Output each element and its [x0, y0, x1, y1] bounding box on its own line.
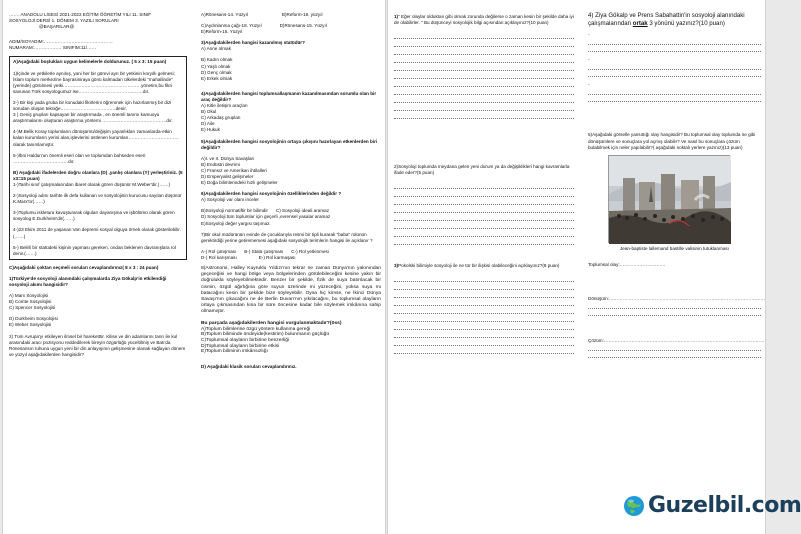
c4-option-d: D) Aile: [201, 121, 215, 127]
c4-option-a: A) Kitle iletişim araçları: [201, 103, 248, 109]
question-d3-number: 3): [394, 263, 399, 269]
c8-option-c: C)Toplumsal olayların birbirine benzerliği: [201, 337, 290, 343]
d4-bullet-1: -: [588, 32, 590, 38]
question-d1-text: " Eğer olaylar olduktan gibi olmak zorunda değilerse o zaman kesin bir şekilde daha iyi de olabilirler. " Bu düşünceyi sosyolojik bilgi açısından açıklayınız?(10 puan): [394, 14, 574, 26]
c6-option-d: D) Sosyoloji tüm toplumlar için geçerli ,evrensel yasalar aramaz: [201, 214, 331, 220]
c5-option-b: B) Endüstri devrimi: [201, 161, 240, 167]
c1-option-b: B) Comte Sosyolojisi: [9, 299, 52, 305]
answer-social-event[interactable]: Toplumsal olay:…………………………: [588, 261, 666, 267]
question-c8: Bu parçada aşağıdakilerden hangisi vurgulanmaktadır?(öss): [201, 320, 342, 326]
question-c7-text: 7)Bir okul müdürünün evinde de çocuklarıyla resmi bir tipli kurarak "baba" rolünün gerektirdiği yerine getirememesi aşağıdaki sosyolojik terimlerin hangisi ile açıklanır ?: [201, 231, 373, 243]
c8-option-b: B)Toplum biliminde öndeyide(kestirim) bulunmanın güçlüğü: [201, 332, 330, 338]
painting-caption: Jean-baptiste lallemand bastille valisinin tutuklanması: [619, 245, 730, 251]
question-d3-text: Pokolski bilimiyle sosyoloji ile ne tür bir ilişkisi olabileceğini açıklayınız?(8 puan): [398, 263, 560, 269]
question-c5: 5)Aşağıdakilerden hangisi sosyolojinin ortaya çıkışını hazırlayan etkenlerden biri değildir?: [201, 138, 378, 150]
question-c8-text: 8)Astronomi, Halley Kuyruklu Yıldızı'nın tekrar ne zaman Dünya'nın yakınından geçeceğini ve hangi bölge veya bölgelerinden görülebileceğini kesine yakın bir doğrulukla söyleyebilmektedir. Benzer bir şekilde, fizik de suya batırılacak bir cismin, özgül ağırlığına göre suyun üzerinde mi yüzeceğini, yoksa suya mı batacağını kesin bir şekilde bize söyleyebilir. Oysa hiç kimse, ne İkinci Dünya Savaşı'nın çıkacağını ne de Berlin Duvarı'nın yıkılacağını, bu toplumsal olayların ortaya çıkmasından kısa bir süre öncesine kadar bile söylemek imkânına sahip olmamıştır.: [201, 266, 381, 315]
c2-option-d: D)Rönesans-15. Yüzyıl: [279, 23, 327, 29]
question-d1: [394, 14, 574, 26]
c6-option-c: C) Sosyoloji ideali aramaz: [275, 208, 329, 214]
transformation-line-1[interactable]: [588, 302, 761, 309]
question-d4: 4) Ziya Gökalp ve Prens Sabahattin'in sosyoloji alanındaki çalışmalarından ortak 3 yönünü yazınız?(10 puan): [588, 12, 745, 27]
column-4: [582, 0, 767, 534]
c7-option-a: A-) Rol çatışması: [201, 248, 237, 254]
c2-option-c: C)Aydınlanma çağı-18. Yüzyıl: [201, 23, 262, 29]
question-d5: 5)Aşağıdaki görselle yansıttığı olay hangisidir? Bu toplumsal olay toplumda ne gibi dönüşümlere ve sonuçlara yol açmış olabilir? Ve nasıl bu sonuçlara çözüm bulabilmek için neler yapılabilir?( aşağıdaki noktalı yerlere yazınız)(13 puan): [588, 132, 756, 150]
column-2: [195, 0, 387, 534]
fill-item-2: 2-) Bir kişi yada gruba bir konudaki fikirlerini öğrenmek için hazırlanmış bir dizi sorudan oluşan tekniğe………………………………denir.: [13, 99, 172, 112]
tf-item-3: 3-)Toplumu iskletura kavuşturarak olguları dayanışma ve işbölümü olarak gören sosyolog E.Durkheim'dir(……): [13, 210, 175, 222]
number-class-field[interactable]: NUMARAM:……………… SINIFIM:11/……: [9, 45, 97, 51]
c1-option-a: A) Marx Sosyolojisi: [9, 293, 49, 299]
c1-option-c: C) Spencer Sosyolojisi: [9, 305, 56, 311]
answer-transformation[interactable]: Dönüşüm:…………………………………………………………………………………………: [588, 295, 766, 301]
c5-option-a: A)I. ve II. Dünya Savaşları: [201, 155, 255, 161]
d4-answer-line-5[interactable]: [588, 88, 761, 95]
question-c6: 6)Aşağıdakilerden hangisi sosyolojinin özelliklerinden değildir ?: [201, 191, 342, 197]
section-b-title: B) Aşağıdaki ifadelerden doğru olanlara (D) ,yanlış olanlara (Y) yerleştiriniz. (5 x3=15 puan): [13, 169, 183, 181]
name-field[interactable]: ADIM/SOYADIM:………………………………………: [9, 39, 113, 45]
column-1: [3, 0, 193, 534]
c4-option-b: B) Okul: [201, 109, 217, 115]
answer-lines-d2[interactable]: [394, 181, 574, 245]
c5-option-c: C) Fransız ve Amerikan ihtilalleri: [201, 167, 267, 173]
question-d1-number: 1): [394, 14, 399, 19]
c4-option-c: C) Arkadaş grupları: [201, 115, 241, 121]
c6-option-b: B)Sosyoloji normatiftir bir bilimdir: [201, 208, 268, 214]
c3-option-d: D) Genç olmak: [201, 69, 232, 75]
section-a-title: A)Aşağıdaki boşlukları uygun kelimelerle doldurunuz. ( 5 x 3: 15 puan): [13, 59, 167, 65]
c2-option-a: A)Rönesans-14. Yüzyıl: [201, 12, 248, 17]
d4-bullet-3: -: [588, 82, 590, 88]
watermark: [623, 493, 801, 518]
bastille-painting: [608, 155, 730, 243]
c3-option-a: A) Anne olmak: [201, 46, 231, 52]
c1-option-e: E) Weber Sosyolojisi: [9, 322, 52, 328]
tf-item-2: 2-)Sosyoloji adını tarihte ilk defa kullanan ve sosyolojinin kurucusu sayılan düşünür K.Marx'tır(……): [13, 193, 182, 205]
c7-option-c: C-) Rol yetkinmesi: [291, 248, 329, 254]
question-d3: [394, 263, 574, 269]
exam-header-line1: ……. ANADOLU LİSESİ 2021-2022 EĞİTİM ÖĞRETİM YILI 11. SINIF: [9, 12, 152, 17]
watermark-text: Guzelbil.com: [648, 493, 801, 518]
c1-option-d: D) Durkheim Sosyolojisi: [9, 316, 58, 322]
section-a-box: [9, 56, 187, 259]
c7-option-b: B-) Statü çatışması: [244, 248, 284, 254]
exam-page-right: [387, 0, 801, 534]
transformation-line-2[interactable]: [588, 309, 761, 316]
good-luck-text: @BAŞARILAR@: [39, 24, 75, 30]
solution-line-1[interactable]: [588, 344, 761, 351]
c8-option-a: A)Toplum bilimlerine özgü yöntem kullanma gereği: [201, 326, 311, 332]
d4-answer-line-2[interactable]: [588, 45, 761, 52]
column-3: [388, 0, 580, 534]
question-c3: 3)Aşağıdakilerden hangisi kazanılmış statüdür?: [201, 40, 305, 46]
question-c1: 1)Türkiye'de sosyoloji alanındaki çalışmalarda Ziya Gökalp'in etkilendiği sosyoloji akımı hangisidir?: [9, 275, 167, 287]
d4-answer-line-1[interactable]: [588, 38, 761, 45]
tf-item-4: 4-)23 Ekim 2011 de yaşanan Van depremi sosyal olguya örnek olarak gösterilebilir.(……): [13, 227, 181, 239]
solution-line-2[interactable]: [588, 351, 761, 358]
fill-item-4: 4-)M.Belik Koray toplumların dönüşümü/değişim yayanlıkları zamanlarda-etkin kalan kurumların yerini alan,işlevlerini üstlenen kurumları……………………………olarak tanımlamıştır.: [13, 129, 179, 147]
question-c2: 2) Tüm Avrupa'yı etkileyen ilmsel bir hareketttir. Kilise ve din adamlarını tanrı ile kul arasındaki aracı pozisyonu reddedilerek bireyin özgürlüğü yüceltilmiş ve Batı'da Rönesansın ruhuna uygun yeni bir din anlayışının gelişmesine olanak sağlayan dönem ve yüzyıl aşağıdakilerden hangisidir?: [9, 333, 186, 357]
c2-option-e: E)Reform-15. Yüzyıl: [201, 29, 243, 35]
c6-option-e: E)Sosyoloji değer yargısı taşımaz.: [201, 220, 271, 226]
tf-item-5: 5-) Belirli bir statüdeki kişinin yapması gereken, ondan beklenen davranışlara rol denir.(……): [13, 244, 176, 256]
c5-option-e: E) Doğa bilimlerindeki hızlı gelişmeler: [201, 180, 278, 186]
c3-option-e: E) Erkek olmak: [201, 75, 233, 81]
question-c4: 4)Aşağıdakilerden hangisi toplumsallaşmanın kazanılmasından sorumlu olan bir araç değildir?: [201, 90, 377, 102]
answer-solution[interactable]: Çözüm:……………………………………………………………………………………………: [588, 338, 765, 344]
question-d2: 2)Sosyoloji toplumda meydana gelen yeni durum ya da değişiklikleri hangi kavramlarla ifade eder?(5 puan): [394, 164, 570, 176]
answer-lines-d1[interactable]: [394, 31, 574, 119]
c2-option-b: B)Reform-16. yüzyıl: [281, 12, 323, 17]
c3-option-c: C) Yaşlı olmak: [201, 63, 231, 69]
c5-option-d: D) Emperyalist gelişmeler: [201, 173, 254, 179]
c4-option-e: E) Hukuk: [201, 127, 220, 133]
d4-answer-line-3[interactable]: [588, 63, 761, 70]
c3-option-b: B) Kadın olmak: [201, 57, 233, 63]
fill-item-3: 3 ) Geniş grupları kapsayan bir araştırmada , en önemli tanımı kamuoyu araştırmalarını oluşturan araştırma yöntemi ……………………………………dır.: [13, 112, 173, 124]
d4-answer-line-4[interactable]: [588, 70, 761, 77]
section-d-title: D) Aşağıdaki klasik soruları cevaplandırınız.: [201, 363, 297, 369]
d4-bullet-2: -: [588, 57, 590, 63]
c8-option-d: D)Toplumsal olayların birbirine etkisi: [201, 343, 280, 349]
fill-item-1: 1)İçinde ve yetkilerle aynılıış, yani her bir görevi ayrı bir yetkinin koryıllı gelmesi; İslam toplum merkezine bayrasiniraya gönü kalmadan ülkelerdeki "mahallinde"(yerinde) görülmesi yetki……………………………………………yönetim,bu fikri savunan Türk sosyologumuz ise……………………………………dır.: [13, 70, 175, 94]
exam-header-line2: SOSYOLOJİ DERSİ 1. DÖNEM 3. YAZILI SORULARI: [9, 18, 119, 24]
globe-icon: [623, 495, 645, 517]
bastille-painting-svg: [609, 156, 731, 244]
question-c7: [201, 232, 381, 244]
answer-lines-d3[interactable]: [394, 274, 574, 354]
section-c-title: C)Aşağıdaki çoktan seçmeli soruları cevaplandırınız( 8 x 3 : 24 puan): [9, 264, 159, 270]
tf-item-1: 1-)Tarihi sınıf çatışmalarından ibaret olarak gören düşünür M.Weber'dir.(……): [13, 181, 171, 187]
d4-answer-line-6[interactable]: [588, 95, 761, 102]
c7-option-e: E-) Rol karmaşası: [258, 254, 296, 260]
fill-item-5: 5-)İbni Haldun'un önemli eseri olan ve toplumdan bahseden eseri ………………………………dır.: [13, 152, 146, 164]
exam-page-left: [2, 0, 386, 534]
c7-option-d: D-) Rol karışması: [201, 254, 237, 260]
c6-option-a: A) Sosyoloji var olanı inceler: [201, 197, 259, 203]
c8-option-e: E)Toplum biliminin imkânsızlığı: [201, 349, 268, 355]
emphasis-ortak: ortak: [632, 19, 648, 27]
